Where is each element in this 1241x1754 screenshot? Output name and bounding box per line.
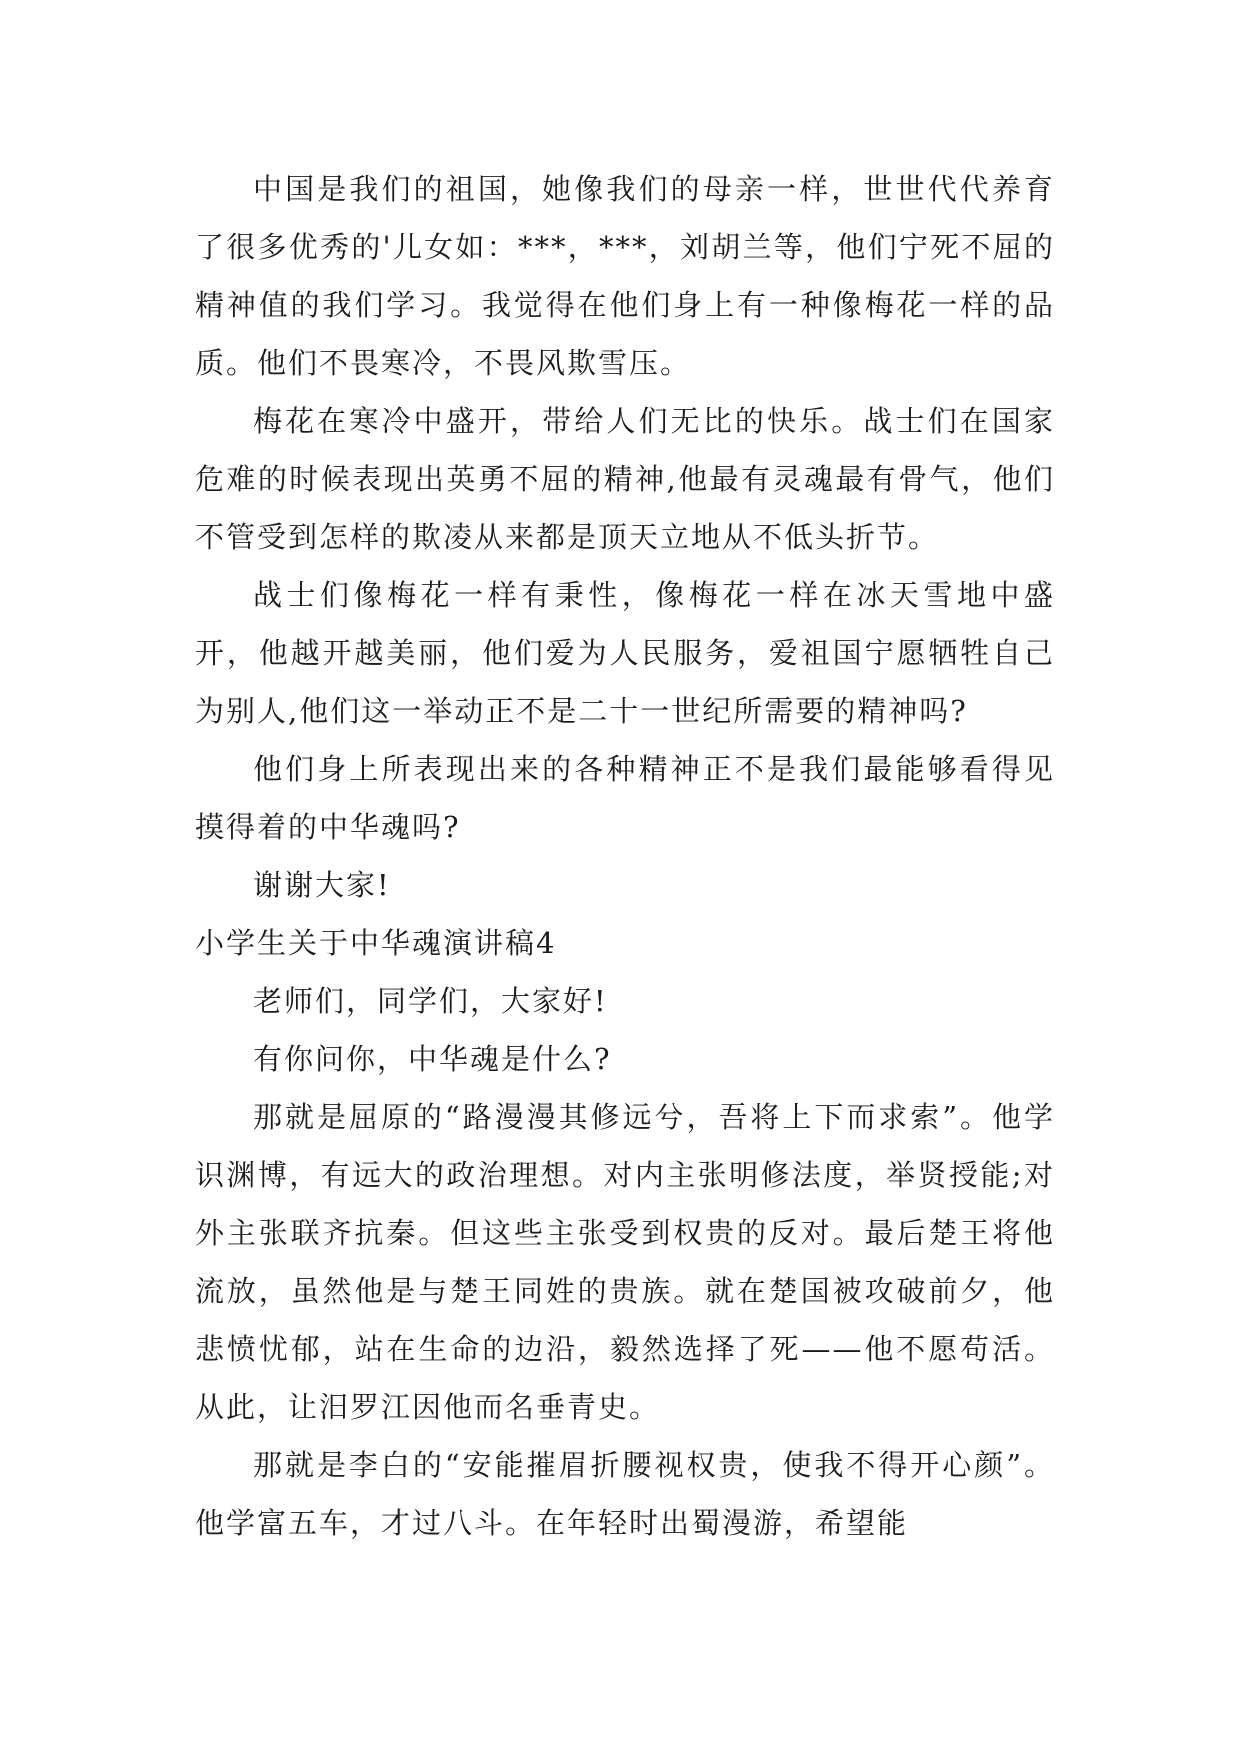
paragraph: 他们身上所表现出来的各种精神正不是我们最能够看得见摸得着的中华魂吗?: [195, 752, 1055, 844]
paragraph: 那就是李白的“安能摧眉折腰视权贵，使我不得开心颜”。他学富五车，才过八斗。在年轻时出蜀漫游，希望能: [195, 1448, 1055, 1540]
section-title: 小学生关于中华魂演讲稿4: [195, 926, 557, 960]
paragraph: 梅花在寒冷中盛开，带给人们无比的快乐。战士们在国家危难的时候表现出英勇不屈的精神,他最有灵魂最有骨气，他们不管受到怎样的欺凌从来都是顶天立地从不低头折节。: [195, 404, 1055, 554]
paragraph: 谢谢大家!: [253, 868, 391, 902]
paragraph: 战士们像梅花一样有秉性，像梅花一样在冰天雪地中盛开，他越开越美丽，他们爱为人民服务，爱祖国宁愿牺牲自己为别人,他们这一举动正不是二十一世纪所需要的精神吗?: [195, 578, 1055, 728]
paragraph: 那就是屈原的“路漫漫其修远兮，吾将上下而求索”。他学识渊博，有远大的政治理想。对内主张明修法度，举贤授能;对外主张联齐抗秦。但这些主张受到权贵的反对。最后楚王将他流放，虽然他是与楚王同姓的贵族。就在楚国被攻破前夕，他悲愤忧郁，站在生命的边沿，毅然选择了死——他不愿苟活。从此，让汨罗江因他而名垂青史。: [195, 1100, 1055, 1424]
document-body: [195, 160, 1055, 1552]
paragraph: 中国是我们的祖国，她像我们的母亲一样，世世代代养育了很多优秀的'儿女如：***，***，刘胡兰等，他们宁死不屈的精神值的我们学习。我觉得在他们身上有一种像梅花一样的品质。他们不畏寒冷，不畏风欺雪压。: [195, 172, 1055, 380]
paragraph: 有你问你，中华魂是什么?: [253, 1042, 612, 1076]
paragraph: 老师们，同学们，大家好!: [253, 984, 608, 1018]
